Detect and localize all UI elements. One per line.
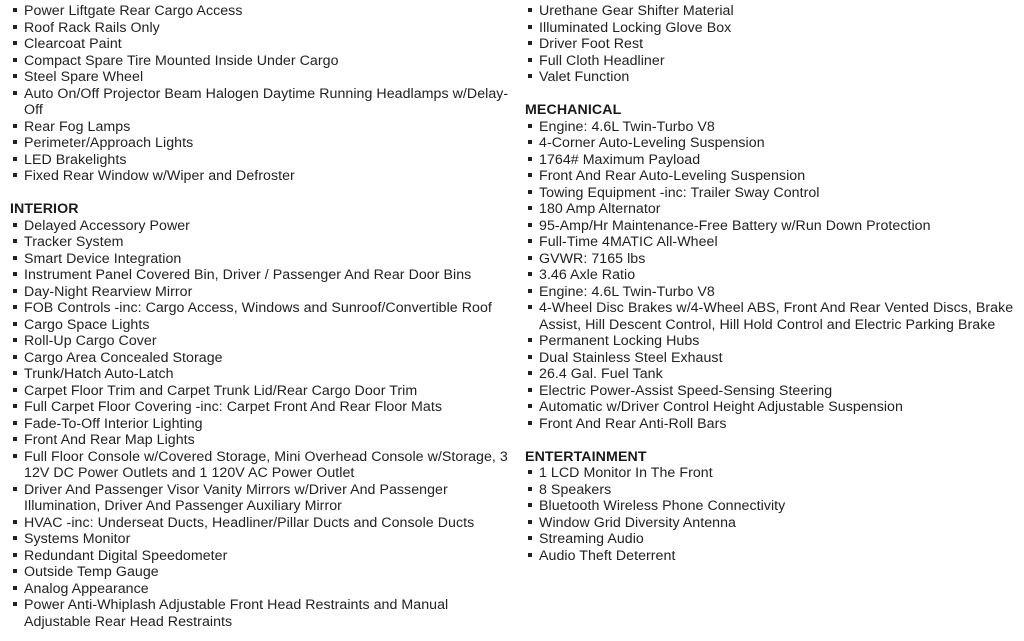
bullet-icon: [528, 338, 532, 342]
bullet-icon: [528, 289, 532, 293]
feature-list-item: [525, 548, 1020, 565]
feature-text: Driver Foot Rest: [539, 36, 644, 52]
feature-list-item: [525, 3, 1020, 20]
feature-list-item: [10, 350, 510, 367]
bullet-icon: [528, 74, 532, 78]
interior-continued-feature-list: [525, 3, 1020, 86]
bullet-icon: [13, 8, 17, 12]
bullet-icon: [13, 25, 17, 29]
bullet-icon: [13, 322, 17, 326]
feature-text: Audio Theft Deterrent: [539, 547, 676, 564]
feature-list-item: [525, 185, 1020, 202]
feature-list-item: [10, 531, 510, 548]
feature-text: FOB Controls -inc: Cargo Access, Windows and Sunroof/Convertible Roof: [24, 300, 492, 316]
feature-list-item: [525, 383, 1020, 400]
mechanical-heading: MECHANICAL: [525, 102, 622, 118]
bullet-icon: [13, 388, 17, 392]
feature-text: Front And Rear Anti-Roll Bars: [539, 415, 727, 432]
feature-list-item: [525, 399, 1020, 416]
feature-text: Smart Device Integration: [24, 250, 182, 267]
bullet-icon: [13, 272, 17, 276]
feature-list-item: [10, 234, 510, 251]
feature-text: Instrument Panel Covered Bin, Driver / Passenger And Rear Door Bins: [24, 267, 472, 283]
bullet-icon: [13, 124, 17, 128]
feature-text: Systems Monitor: [24, 531, 131, 547]
feature-list-item: [525, 69, 1020, 86]
bullet-icon: [13, 404, 17, 408]
feature-list-item: [10, 564, 510, 581]
bullet-icon: [528, 305, 532, 309]
bullet-icon: [528, 470, 532, 474]
feature-list-item: [525, 36, 1020, 53]
feature-list-item: [10, 251, 510, 268]
feature-text: Window Grid Diversity Antenna: [539, 514, 736, 531]
feature-list-item: [525, 168, 1020, 185]
feature-list-item: [10, 383, 510, 400]
feature-list-item: [10, 20, 510, 37]
feature-text: Steel Spare Wheel: [24, 69, 144, 85]
feature-list-item: [525, 234, 1020, 251]
bullet-icon: [13, 157, 17, 161]
feature-text: 3.46 Axle Ratio: [539, 267, 636, 283]
feature-text: Bluetooth Wireless Phone Connectivity: [539, 498, 786, 514]
feature-text: Illuminated Locking Glove Box: [539, 19, 732, 36]
feature-text: Urethane Gear Shifter Material: [539, 3, 734, 19]
feature-list-item: [10, 432, 510, 449]
feature-list-item: [525, 152, 1020, 169]
feature-text: 95-Amp/Hr Maintenance-Free Battery w/Run Down Protection: [539, 217, 931, 234]
bullet-icon: [528, 536, 532, 540]
feature-list-item: [525, 482, 1020, 499]
bullet-icon: [13, 91, 17, 95]
feature-list-item: [10, 168, 510, 185]
feature-list-item: [525, 333, 1020, 350]
bullet-icon: [13, 569, 17, 573]
feature-list-item: [10, 317, 510, 334]
feature-list-item: [10, 597, 510, 630]
bullet-icon: [528, 487, 532, 491]
bullet-icon: [13, 536, 17, 540]
bullet-icon: [13, 586, 17, 590]
bullet-icon: [528, 157, 532, 161]
feature-text: Power Anti-Whiplash Adjustable Front Head Restraints and Manual Adjustable Rear Head Restraints: [24, 597, 449, 630]
feature-list-item: [10, 267, 510, 284]
feature-list-item: [525, 515, 1020, 532]
feature-text: Driver And Passenger Visor Vanity Mirrors w/Driver And Passenger Illumination, Driver And Passenger Auxiliary Mirror: [24, 481, 448, 514]
feature-text: Towing Equipment -inc: Trailer Sway Control: [539, 184, 820, 201]
feature-text: Delayed Accessory Power: [24, 217, 190, 234]
feature-list-item: [10, 416, 510, 433]
bullet-icon: [528, 404, 532, 408]
feature-list-item: [10, 366, 510, 383]
feature-text: Tracker System: [24, 234, 124, 250]
bullet-icon: [13, 602, 17, 606]
bullet-icon: [13, 74, 17, 78]
feature-list-item: [10, 119, 510, 136]
bullet-icon: [13, 454, 17, 458]
bullet-icon: [13, 487, 17, 491]
feature-list-item: [525, 300, 1020, 333]
bullet-icon: [13, 173, 17, 177]
feature-list-item: [525, 53, 1020, 70]
feature-text: Rear Fog Lamps: [24, 118, 131, 135]
feature-text: Front And Rear Auto-Leveling Suspension: [539, 168, 806, 184]
bullet-icon: [528, 173, 532, 177]
feature-list-item: [10, 449, 510, 482]
feature-list-item: [525, 350, 1020, 367]
feature-text: Outside Temp Gauge: [24, 564, 159, 580]
feature-text: GVWR: 7165 lbs: [539, 250, 646, 267]
bullet-icon: [13, 289, 17, 293]
feature-list-item: [10, 399, 510, 416]
feature-text: Cargo Space Lights: [24, 316, 150, 333]
bullet-icon: [528, 223, 532, 227]
feature-text: 1764# Maximum Payload: [539, 151, 701, 168]
bullet-icon: [528, 371, 532, 375]
bullet-icon: [13, 338, 17, 342]
feature-list-item: [10, 581, 510, 598]
feature-text: LED Brakelights: [24, 151, 127, 168]
feature-text: 1 LCD Monitor In The Front: [539, 465, 713, 481]
bullet-icon: [528, 41, 532, 45]
exterior-feature-list: [10, 3, 510, 185]
feature-list-item: [10, 86, 510, 119]
bullet-icon: [528, 206, 532, 210]
feature-text: HVAC -inc: Underseat Ducts, Headliner/Pillar Ducts and Console Ducts: [24, 514, 475, 531]
bullet-icon: [13, 371, 17, 375]
section-gap: [10, 185, 510, 202]
section-gap: [525, 86, 1020, 103]
feature-list-item: [10, 482, 510, 515]
feature-list-item: [525, 465, 1020, 482]
feature-list-item: [525, 531, 1020, 548]
feature-list-item: [525, 135, 1020, 152]
feature-list-item: [525, 498, 1020, 515]
bullet-icon: [528, 520, 532, 524]
bullet-icon: [528, 272, 532, 276]
bullet-icon: [528, 503, 532, 507]
feature-list-item: [10, 36, 510, 53]
bullet-icon: [528, 58, 532, 62]
feature-text: Dual Stainless Steel Exhaust: [539, 349, 723, 366]
feature-text: Roof Rack Rails Only: [24, 19, 160, 36]
feature-text: Front And Rear Map Lights: [24, 432, 195, 448]
feature-text: Clearcoat Paint: [24, 36, 122, 52]
bullet-icon: [528, 355, 532, 359]
feature-text: Streaming Audio: [539, 531, 644, 547]
feature-text: Fixed Rear Window w/Wiper and Defroster: [24, 168, 295, 184]
bullet-icon: [13, 58, 17, 62]
feature-list-item: [10, 284, 510, 301]
feature-list-item: [10, 152, 510, 169]
left-column: [10, 3, 510, 630]
feature-text: Cargo Area Concealed Storage: [24, 349, 223, 366]
feature-list-item: [525, 416, 1020, 433]
feature-list-item: [525, 251, 1020, 268]
feature-list-item: [10, 548, 510, 565]
feature-text: 4-Corner Auto-Leveling Suspension: [539, 135, 765, 151]
bullet-icon: [528, 421, 532, 425]
feature-list-item: [525, 267, 1020, 284]
bullet-icon: [528, 140, 532, 144]
bullet-icon: [528, 8, 532, 12]
bullet-icon: [528, 190, 532, 194]
feature-text: 8 Speakers: [539, 481, 612, 498]
interior-heading: INTERIOR: [10, 201, 79, 217]
feature-text: Permanent Locking Hubs: [539, 333, 700, 349]
bullet-icon: [13, 140, 17, 144]
feature-list-item: [10, 3, 510, 20]
bullet-icon: [13, 520, 17, 524]
feature-text: 4-Wheel Disc Brakes w/4-Wheel ABS, Front And Rear Vented Discs, Brake Assist, Hill Descent Control, Hill Hold Control and Electric Parking Brake: [539, 300, 1014, 333]
feature-text: Roll-Up Cargo Cover: [24, 333, 157, 349]
feature-text: Valet Function: [539, 69, 630, 85]
feature-text: Trunk/Hatch Auto-Latch: [24, 366, 174, 382]
entertainment-heading: ENTERTAINMENT: [525, 448, 647, 465]
feature-text: 26.4 Gal. Fuel Tank: [539, 366, 663, 382]
bullet-icon: [13, 437, 17, 441]
bullet-icon: [528, 388, 532, 392]
feature-text: Engine: 4.6L Twin-Turbo V8: [539, 118, 715, 135]
feature-list-item: [525, 218, 1020, 235]
feature-text: Redundant Digital Speedometer: [24, 547, 228, 564]
feature-text: Auto On/Off Projector Beam Halogen Daytime Running Headlamps w/Delay-Off: [24, 85, 509, 118]
feature-list-item: [525, 201, 1020, 218]
entertainment-feature-list: [525, 465, 1020, 564]
bullet-icon: [528, 553, 532, 557]
feature-text: Full Carpet Floor Covering -inc: Carpet Front And Rear Floor Mats: [24, 399, 442, 415]
bullet-icon: [13, 239, 17, 243]
feature-text: Engine: 4.6L Twin-Turbo V8: [539, 283, 715, 300]
feature-text: Compact Spare Tire Mounted Inside Under Cargo: [24, 52, 339, 69]
feature-list-item: [10, 515, 510, 532]
feature-text: Full Floor Console w/Covered Storage, Mini Overhead Console w/Storage, 3 12V DC Power Outlets and 1 120V AC Power Outlet: [24, 448, 508, 481]
feature-list-item: [525, 366, 1020, 383]
feature-list-item: [10, 333, 510, 350]
feature-list-item: [525, 119, 1020, 136]
feature-text: Full Cloth Headliner: [539, 52, 665, 69]
bullet-icon: [13, 355, 17, 359]
interior-feature-list: [10, 218, 510, 631]
bullet-icon: [528, 25, 532, 29]
bullet-icon: [13, 256, 17, 260]
feature-list-item: [10, 53, 510, 70]
feature-text: Electric Power-Assist Speed-Sensing Steering: [539, 382, 833, 399]
bullet-icon: [13, 41, 17, 45]
feature-list-item: [525, 284, 1020, 301]
feature-text: Analog Appearance: [24, 580, 149, 597]
bullet-icon: [528, 124, 532, 128]
feature-list-item: [10, 218, 510, 235]
section-gap: [525, 432, 1020, 449]
feature-text: Full-Time 4MATIC All-Wheel: [539, 234, 718, 250]
bullet-icon: [528, 239, 532, 243]
feature-text: Fade-To-Off Interior Lighting: [24, 415, 203, 432]
mechanical-feature-list: [525, 119, 1020, 433]
feature-text: Perimeter/Approach Lights: [24, 135, 194, 151]
feature-text: Automatic w/Driver Control Height Adjustable Suspension: [539, 399, 903, 415]
feature-list-item: [10, 135, 510, 152]
bullet-icon: [528, 256, 532, 260]
feature-text: Carpet Floor Trim and Carpet Trunk Lid/Rear Cargo Door Trim: [24, 382, 418, 399]
feature-list-item: [525, 20, 1020, 37]
feature-list-item: [10, 69, 510, 86]
feature-text: Day-Night Rearview Mirror: [24, 283, 193, 300]
feature-text: 180 Amp Alternator: [539, 201, 661, 217]
feature-list-item: [10, 300, 510, 317]
bullet-icon: [13, 421, 17, 425]
right-column: [525, 3, 1020, 564]
bullet-icon: [13, 223, 17, 227]
bullet-icon: [13, 305, 17, 309]
feature-text: Power Liftgate Rear Cargo Access: [24, 3, 243, 19]
bullet-icon: [13, 553, 17, 557]
